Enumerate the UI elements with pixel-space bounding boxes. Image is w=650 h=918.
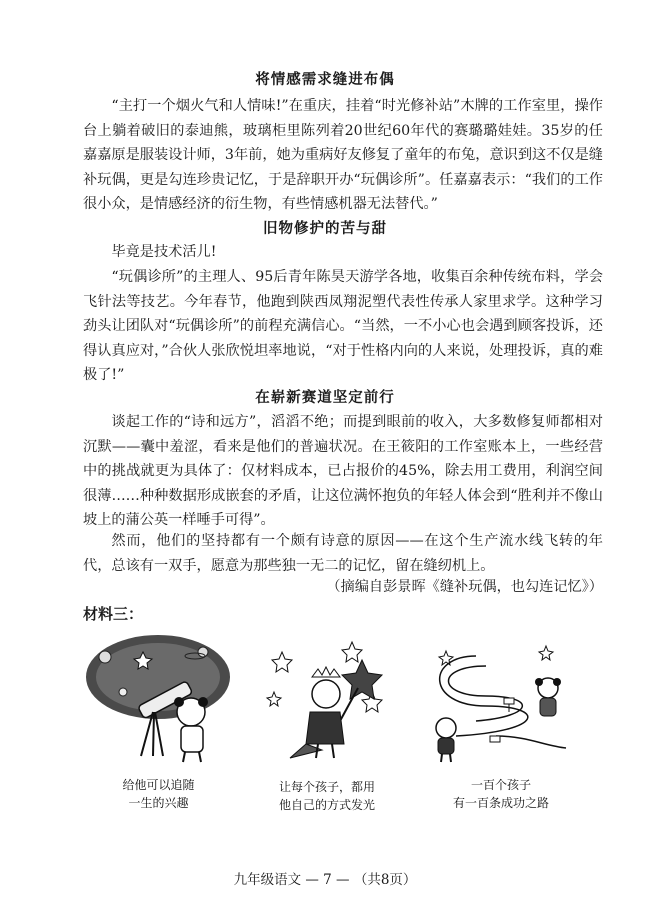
caption-3-line1: 一百个孩子	[470, 778, 531, 792]
caption-3	[436, 776, 566, 812]
section3-heading: 在崭新赛道坚定前行	[255, 389, 395, 406]
caption-2-line1: 让每个孩子，都用	[278, 780, 375, 794]
caption-1-line2: 一生的兴趣	[128, 796, 189, 810]
caption-2-line2: 他自己的方式发光	[278, 798, 375, 812]
caption-2	[262, 778, 392, 814]
section2-heading: 旧物修护的苦与甜	[263, 220, 387, 237]
section3-paragraph1: 谈起工作的“诗和远方”，滔滔不绝；而提到眼前的收入，大多数修复师都相对沉默——囊中羞涩，看来是他们的普遍状况。在王筱阳的工作室账本上，一些经营中的挑战就更为具体了：仅材料成本，已占报价的45%，除去用工费用，利润空间很薄……种种数据形成嵌套的矛盾，让这位满怀抱负的年轻人体会到“胜利并不像山坡上的蒲公英一样唾手可得”。	[83, 414, 603, 529]
caption-3-line2: 有一百条成功之路	[452, 796, 549, 810]
caption-1-line1: 给他可以追随	[122, 778, 195, 792]
section3-paragraph2: 然而，他们的坚持都有一个颇有诗意的原因——在这个生产流水线飞转的年代，总该有一双手，愿意为那些独一无二的记忆，留在缝纫机上。	[83, 533, 603, 574]
telescope-child-illustration	[83, 632, 233, 767]
page-footer: 九年级语文 — 7 — （共8页）	[233, 872, 417, 888]
caption-1	[96, 776, 221, 812]
section2-paragraph: “玩偶诊所”的主理人、95后青年陈昊天游学各地，收集百余种传统布料，学会飞针法等技艺。今年春节，他跑到陕西凤翔泥塑代表性传承人家里求学。这种学习劲头让团队对“玩偶诊所”的前程充满信心。“当然，一不小心也会遇到顾客投诉，还得认真应对，”合伙人张欣悦坦率地说，“对于性格内向的人来说，处理投诉，真的难极了!”	[83, 269, 603, 384]
source-citation: （摘编自彭景晖《缝补玩偶，也勾连记忆》）	[326, 579, 603, 595]
section2-lead: 毕竟是技术活儿!	[111, 244, 217, 260]
section1-heading: 将情感需求缝进布偶	[255, 71, 395, 88]
section1-paragraph: “主打一个烟火气和人情味!”在重庆，挂着“时光修补站”木牌的工作室里，操作台上躺着破旧的泰迪熊，玻璃柜里陈列着20世纪60年代的赛璐璐娃娃。35岁的任嘉嘉原是服装设计师，3年前，她为重病好友修复了童年的布兔，意识到这不仅是缝补玩偶，更是勾连珍贵记忆，于是辞职开办“玩偶诊所”。任嘉嘉表示：“我们的工作很小众，是情感经济的衍生物，有些情感机器无法替代。”	[83, 98, 603, 213]
paths-children-illustration	[416, 636, 576, 766]
material3-label: 材料三：	[83, 605, 144, 623]
star-child-illustration	[262, 632, 392, 767]
